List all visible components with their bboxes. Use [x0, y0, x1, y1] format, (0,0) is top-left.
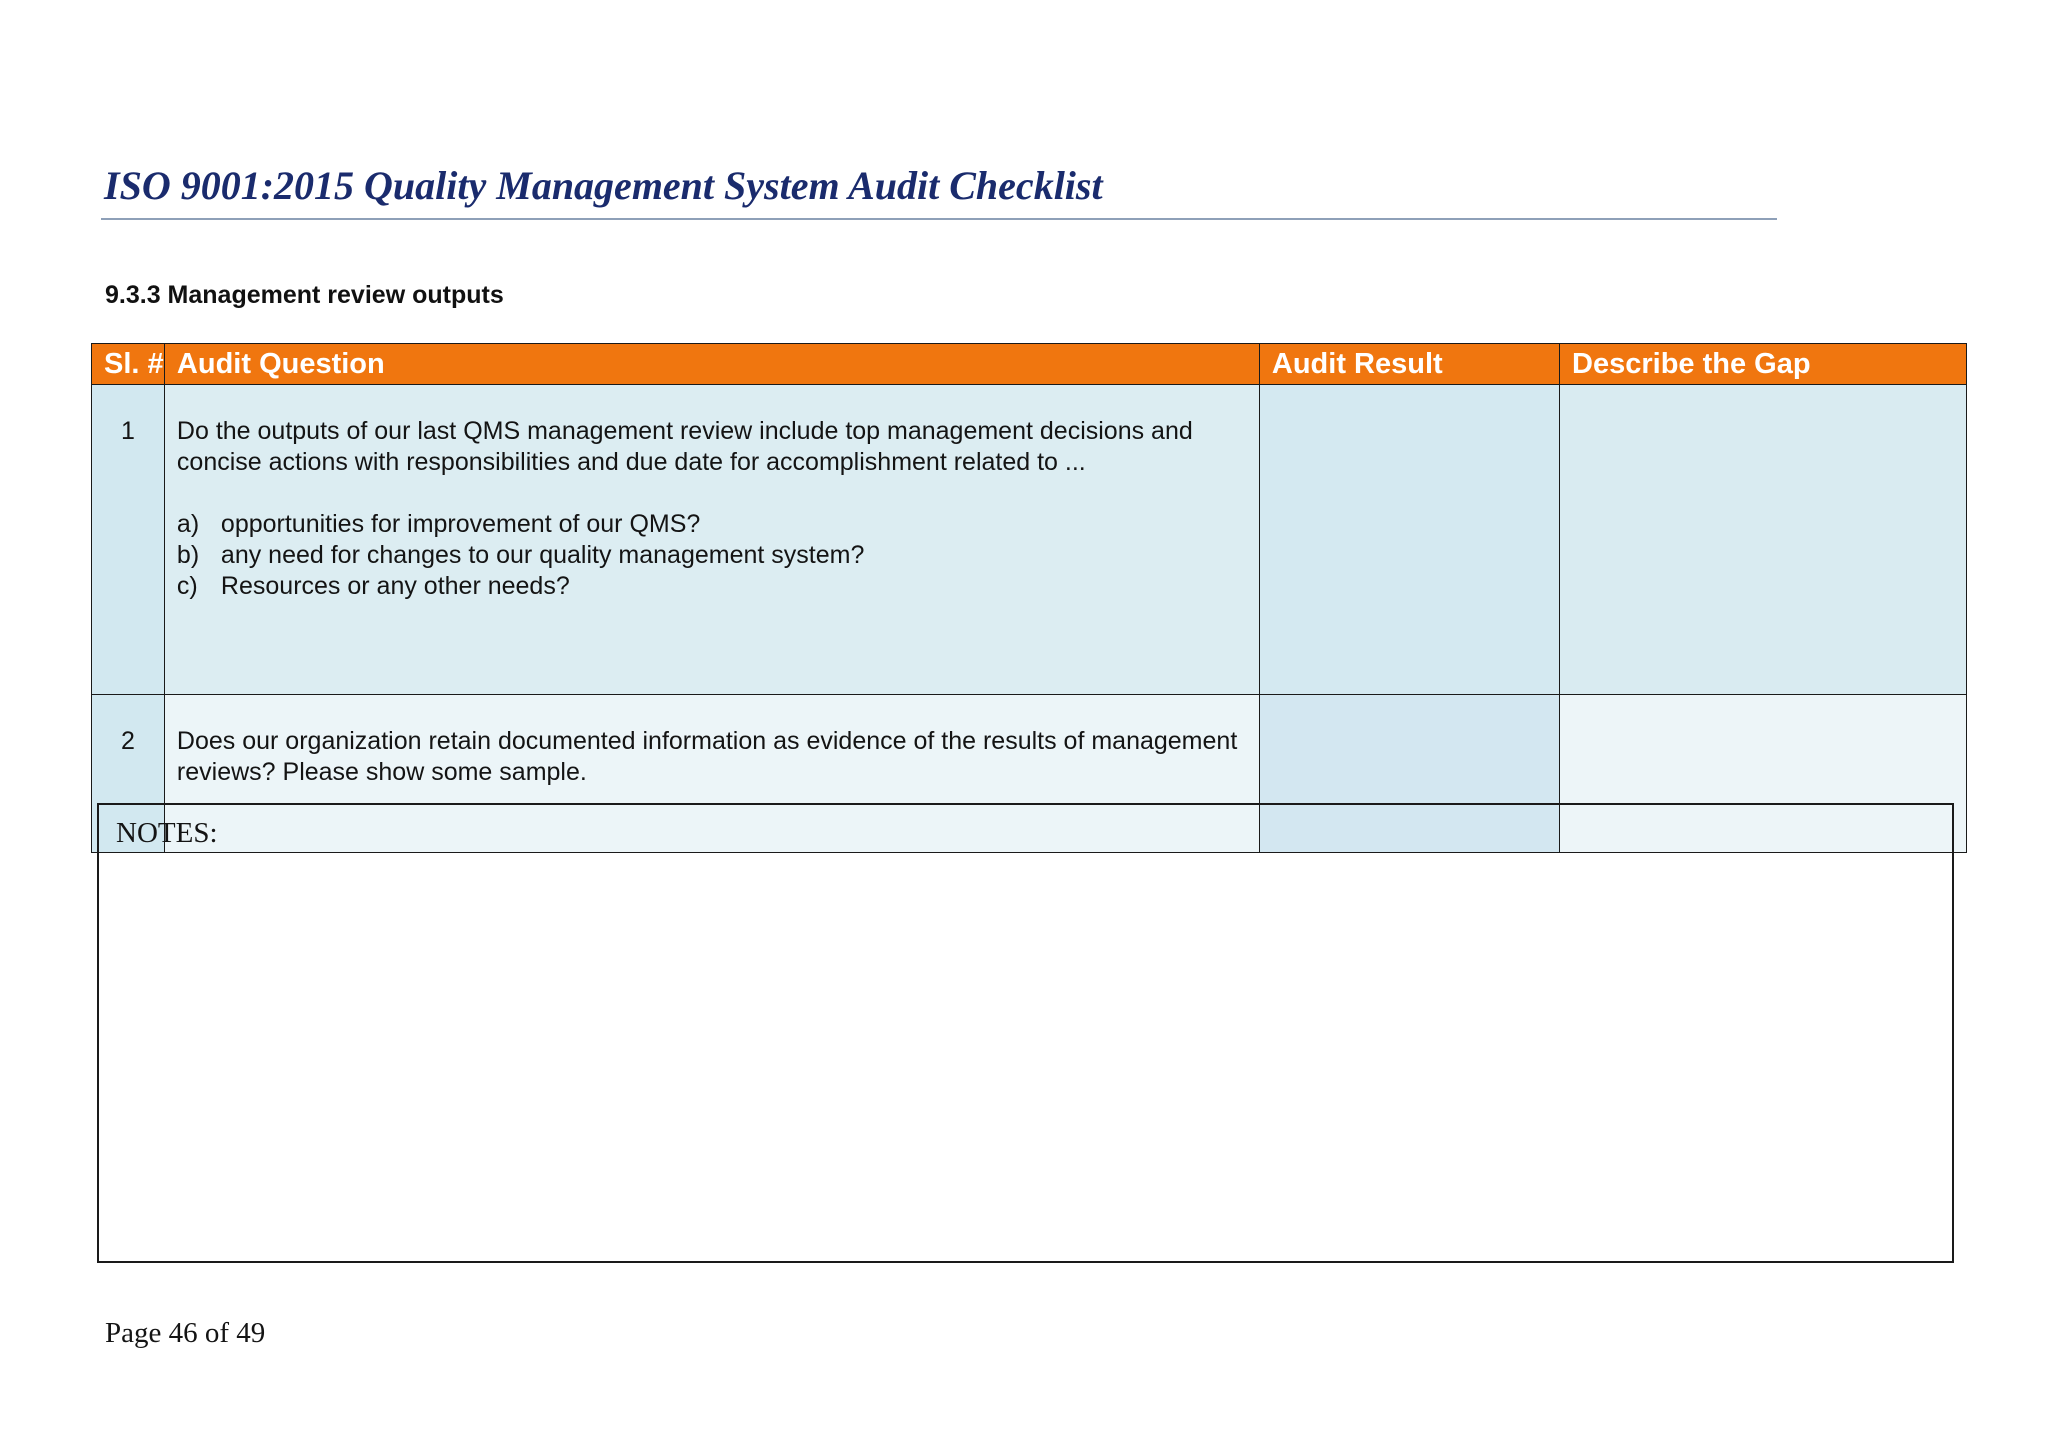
notes-label: NOTES:	[116, 817, 218, 849]
list-marker: b)	[176, 541, 200, 569]
page-title: ISO 9001:2015 Quality Management System Audit Checklist	[104, 163, 1103, 208]
audit-result-cell[interactable]	[1259, 385, 1559, 695]
list-marker: a)	[176, 510, 200, 538]
header-audit-result: Audit Result	[1259, 344, 1559, 385]
section-heading: 9.3.3 Management review outputs	[105, 281, 504, 309]
sl-number-cell: 2	[92, 695, 165, 853]
title-underline	[101, 218, 1777, 220]
list-item-text: Resources or any other needs?	[220, 572, 570, 600]
list-marker: c)	[176, 572, 198, 600]
list-item	[177, 540, 1247, 571]
list-item-text: opportunities for improvement of our QMS?	[220, 510, 701, 538]
sl-number-cell: 1	[92, 385, 165, 695]
describe-gap-cell[interactable]	[1560, 385, 1967, 695]
audit-question-text: Do the outputs of our last QMS management review include top management decisions and concise actions with responsibilities and due date for accomplishment related to ...	[176, 417, 1193, 476]
audit-question-cell	[164, 385, 1259, 695]
header-audit-question: Audit Question	[164, 344, 1259, 385]
list-item	[177, 571, 1247, 602]
page-number: Page 46 of 49	[105, 1317, 266, 1349]
table-row	[92, 385, 1967, 695]
question-sub-items	[177, 509, 1247, 602]
audit-checklist-table	[91, 343, 1967, 853]
list-item	[177, 509, 1247, 540]
audit-question-text: Does our organization retain documented information as evidence of the results of management reviews? Please show some sample.	[176, 727, 1238, 786]
header-sl-number: Sl. #	[92, 344, 165, 385]
header-describe-gap: Describe the Gap	[1560, 344, 1967, 385]
notes-box[interactable]	[97, 803, 1954, 1263]
list-item-text: any need for changes to our quality management system?	[220, 541, 865, 569]
table-header-row	[92, 344, 1967, 385]
